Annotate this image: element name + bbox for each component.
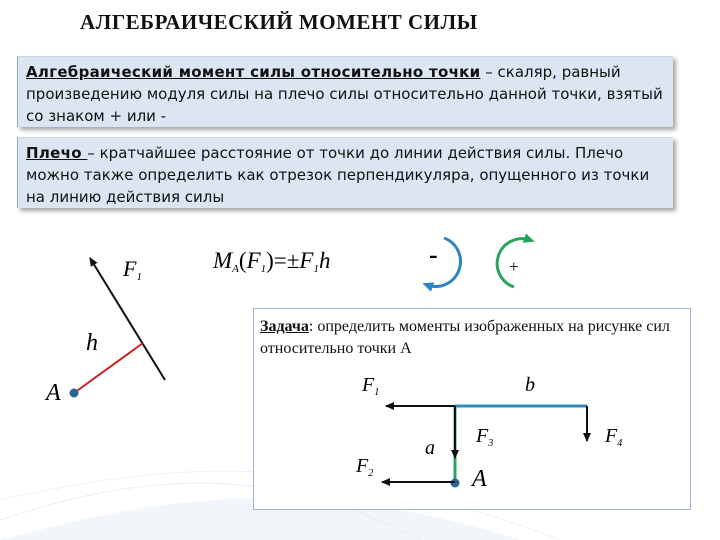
label-task-f3: $F_3$ <box>476 425 494 449</box>
task-label: Задача <box>260 318 309 335</box>
label-task-f4: $F_4$ <box>605 425 623 449</box>
label-task-b-dim: b <box>525 374 535 396</box>
label-h: h <box>86 330 98 356</box>
moment-formula: MA(F1)=±F1h <box>213 248 331 275</box>
label-task-f1: $F_1$ <box>362 374 380 398</box>
label-a: A <box>46 380 61 406</box>
label-task-f2: $F_2$ <box>356 455 374 479</box>
label-f1: F1 <box>123 256 142 283</box>
arm-text: – кратчайшее расстояние от точки до линии действия силы. Плечо можно также определить как отрезок перпендикуляра, опущенного из точки на линию действия силы <box>26 144 650 206</box>
page-title: АЛГЕБРАИЧЕСКИЙ МОМЕНТ СИЛЫ <box>80 10 478 34</box>
label-task-point-a: A <box>472 466 487 492</box>
arm-term: Плечо <box>26 144 88 162</box>
plus-sign: + <box>509 257 519 276</box>
label-task-a-dim: a <box>425 437 435 459</box>
minus-sign: - <box>429 240 438 269</box>
task-description: : определить моменты изображенных на рисунке сил относительно точки А <box>260 318 670 357</box>
definition-text: – скаляр, равный произведению модуля силы на плечо силы относительно данной точки, взятый со знаком + или - <box>26 63 663 125</box>
definition-term: Алгебраический момент силы относительно точки <box>26 63 481 81</box>
